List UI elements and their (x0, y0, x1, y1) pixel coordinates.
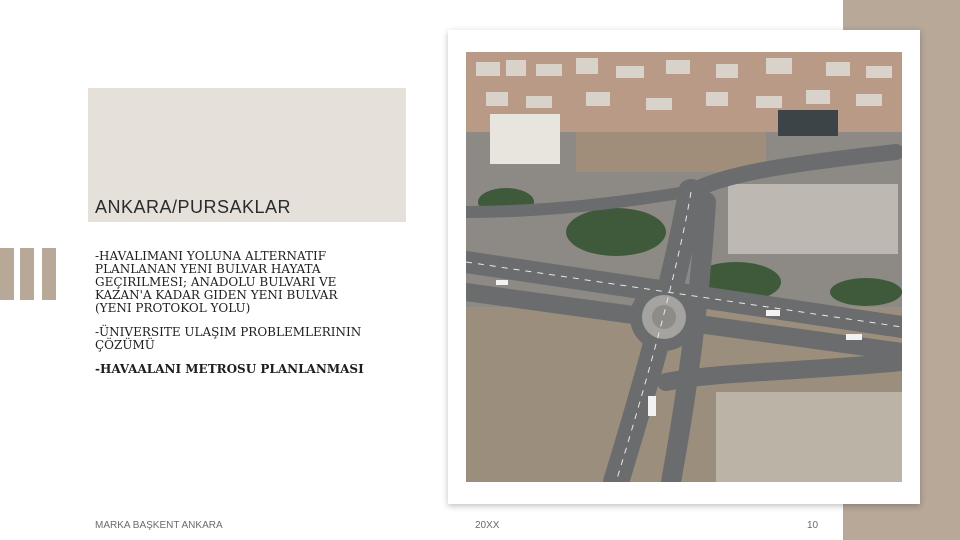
bullet-list (95, 250, 395, 387)
footer-date: 20XX (475, 520, 500, 531)
slide-title: ANKARA/PURSAKLAR (95, 197, 292, 217)
decorative-bar-2 (20, 248, 34, 300)
interchange-aerial-photo (466, 52, 902, 482)
footer-page-number: 10 (807, 520, 819, 531)
bullet-item: -HAVAALANI METROSU PLANLANMASI (95, 362, 364, 376)
photo-frame (448, 30, 920, 504)
footer-brand: MARKA BAŞKENT ANKARA (95, 520, 223, 531)
bullet-item: -ÜNIVERSITE ULAŞIM PROBLEMLERININ ÇÖZÜMÜ (95, 325, 362, 352)
bullet-item: -HAVALIMANI YOLUNA ALTERNATIF PLANLANAN YENI BULVAR HAYATA GEÇIRILMESI; ANADOLU BULVARI VE KAZAN'A KADAR GIDEN YENI BULVAR (YENI PROTOKOL YOLU) (95, 249, 338, 315)
decorative-bar-3 (42, 248, 56, 300)
decorative-bar-1 (0, 248, 14, 300)
